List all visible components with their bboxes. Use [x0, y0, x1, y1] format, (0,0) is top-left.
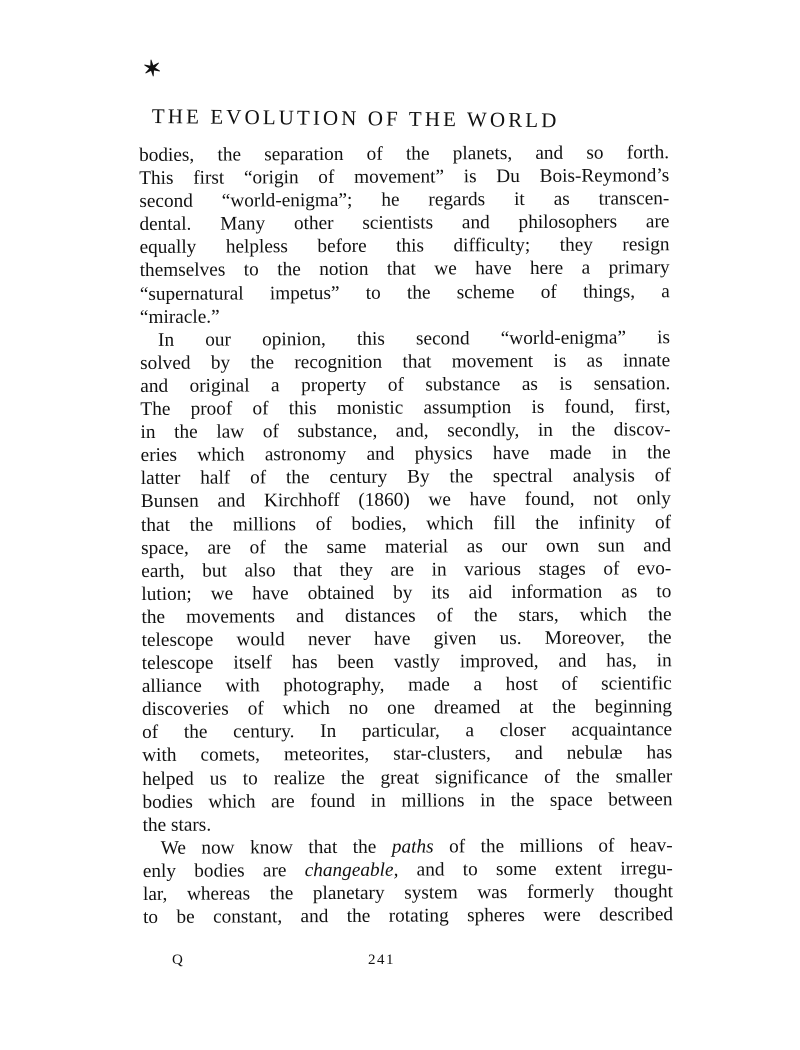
text-line: bodies, the separation of the planets, and so forth. — [139, 142, 670, 166]
italic-word-paths: paths — [391, 836, 434, 858]
text-line: alliance with photography, made a host of scientific — [141, 673, 672, 698]
text-line: dental. Many other scientists and philosophers are — [139, 211, 670, 236]
text-line: helped us to realize the great significance of the smaller — [142, 765, 673, 790]
text-line: solved by the recognition that movement is as innate — [140, 350, 671, 374]
text-line: latter half of the century By the spectral analysis of — [140, 465, 671, 490]
text-line: of the century. In particular, a closer acquaintance — [142, 719, 673, 744]
text-fragment: We now know that the — [160, 836, 392, 859]
text-line: themselves to the notion that we have here a primary — [139, 257, 670, 282]
text-line — [143, 834, 673, 860]
text-line: The proof of this monistic assumption is found, first, — [140, 396, 671, 421]
running-head: THE EVOLUTION OF THE WORLD — [151, 103, 560, 133]
signature-mark: Q — [172, 952, 184, 968]
text-line: telescope would never have given us. Moreover, the — [141, 627, 672, 651]
text-line: This first “origin of movement” is Du Bois-Reymond’s — [139, 165, 670, 190]
text-line: eries which astronomy and physics have made in the — [140, 442, 671, 467]
text-line — [143, 857, 673, 883]
text-line: “miracle.” — [139, 306, 220, 328]
text-line: second “world-enigma”; he regards it as transcen- — [139, 188, 670, 213]
text-line: the stars. — [142, 814, 212, 836]
text-line: to be constant, and the rotating spheres were described — [142, 904, 674, 929]
text-line: “supernatural impetus” to the scheme of things, a — [139, 280, 670, 305]
text-line: Bunsen and Kirchhoff (1860) we have found, not only — [140, 488, 671, 513]
text-line: that the millions of bodies, which fill the infinity of — [140, 511, 672, 536]
italic-word-changeable: changeable, — [304, 859, 399, 882]
text-line: discoveries of which no one dreamed at the beginning — [141, 696, 673, 721]
page-footer — [172, 948, 672, 972]
text-line: telescope itself has been vastly improved, and has, in — [141, 650, 672, 675]
text-line: and original a property of substance as is sensation. — [140, 373, 671, 397]
body-text — [139, 141, 673, 929]
text-line: bodies which are found in millions in the space between — [142, 788, 673, 813]
text-line: lar, whereas the planetary system was formerly thought — [142, 881, 673, 905]
text-fragment: and to some extent irregu- — [398, 858, 673, 881]
text-line: in the law of substance, and, secondly, in the discov- — [140, 419, 671, 444]
text-line: with comets, meteorites, star-clusters, and nebulæ has — [142, 742, 673, 767]
text-line: space, are of the same material as our own sun and — [141, 534, 672, 559]
text-line: the movements and distances of the stars, which the — [141, 604, 672, 628]
page-number: 241 — [368, 952, 395, 968]
text-line: equally helpless before this difficulty; they resign — [139, 234, 670, 259]
text-line: lution; we have obtained by its aid information as to — [141, 581, 672, 605]
text-fragment: enly bodies are — [142, 860, 305, 882]
text-line: earth, but also that they are in various stages of evo- — [141, 557, 672, 582]
text-fragment: of the millions of heav- — [433, 835, 673, 858]
text-line: In our opinion, this second “world-enigma” is — [157, 326, 671, 351]
printer-mark: ✶ — [141, 54, 164, 83]
